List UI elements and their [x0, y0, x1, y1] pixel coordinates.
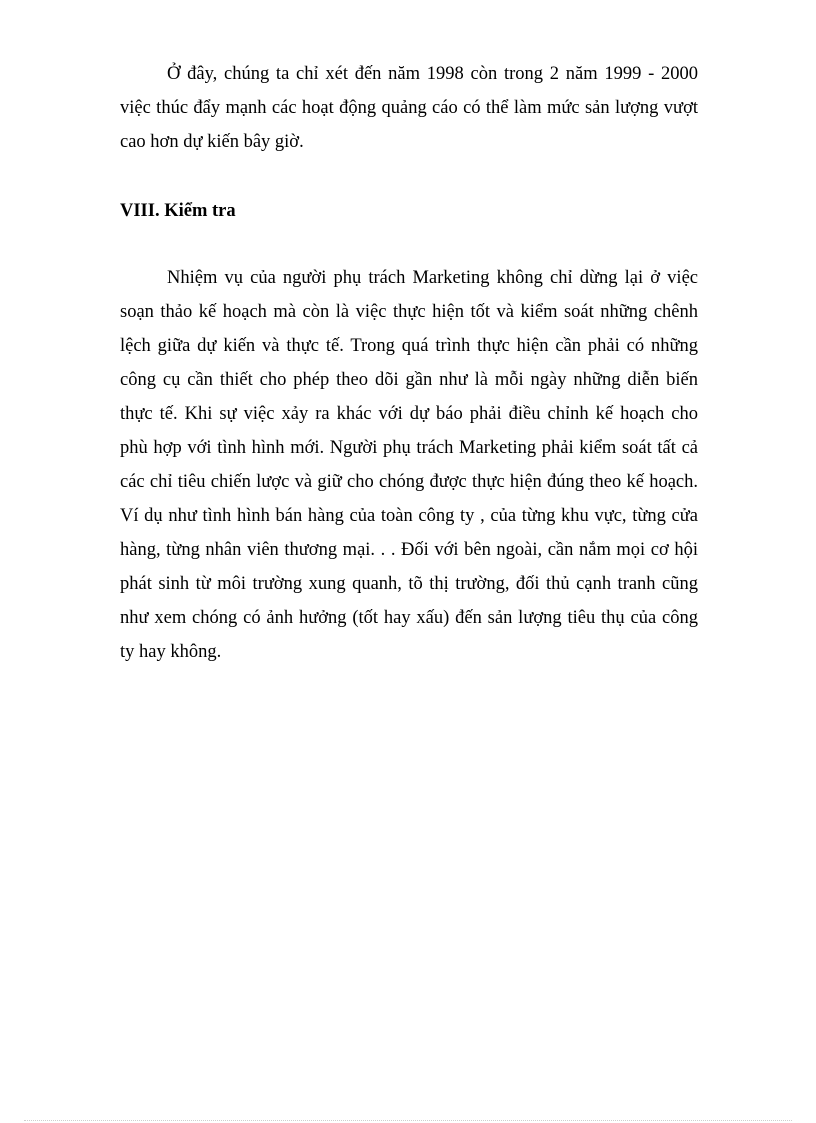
paragraph-line: các chỉ tiêu chiến lược và giữ cho chóng được thực hiện đúng theo kế hoạch. — [120, 472, 698, 492]
paragraph-intro — [120, 57, 698, 159]
paragraph-line: Ở đây, chúng ta chỉ xét đến năm 1998 còn trong 2 năm 1999 - 2000 — [167, 64, 698, 84]
paragraph-section-body — [120, 261, 698, 669]
paragraph-line: ty hay không. — [120, 642, 222, 662]
page-bottom-divider — [24, 1120, 792, 1121]
paragraph-line: lệch giữa dự kiến và thực tế. Trong quá trình thực hiện cần phải có những — [120, 336, 698, 356]
paragraph-line: Nhiệm vụ của người phụ trách Marketing không chỉ dừng lại ở việc — [167, 268, 698, 288]
paragraph-line: phù hợp với tình hình mới. Người phụ trách Marketing phải kiểm soát tất cả — [120, 438, 698, 458]
paragraph-line: việc thúc đẩy mạnh các hoạt động quảng cáo có thể làm mức sản lượng vượt — [120, 98, 698, 118]
paragraph-line: cao hơn dự kiến bây giờ. — [120, 132, 304, 152]
paragraph-line: hàng, từng nhân viên thương mại. . . Đối với bên ngoài, cần nắm mọi cơ hội — [120, 540, 698, 560]
paragraph-line: công cụ cần thiết cho phép theo dõi gần như là mỗi ngày những diễn biến — [120, 370, 698, 390]
paragraph-line: phát sinh từ môi trường xung quanh, tõ thị trường, đối thủ cạnh tranh cũng — [120, 574, 698, 594]
paragraph-line: soạn thảo kế hoạch mà còn là việc thực hiện tốt và kiểm soát những chênh — [120, 302, 698, 322]
section-heading: VIII. Kiểm tra — [120, 201, 236, 221]
paragraph-line: thực tế. Khi sự việc xảy ra khác với dự báo phải điều chỉnh kế hoạch cho — [120, 404, 698, 424]
paragraph-line: Ví dụ như tình hình bán hàng của toàn công ty , của từng khu vực, từng cửa — [120, 506, 698, 526]
paragraph-line: như xem chóng có ảnh hưởng (tốt hay xấu) đến sản lượng tiêu thụ của công — [120, 608, 698, 628]
